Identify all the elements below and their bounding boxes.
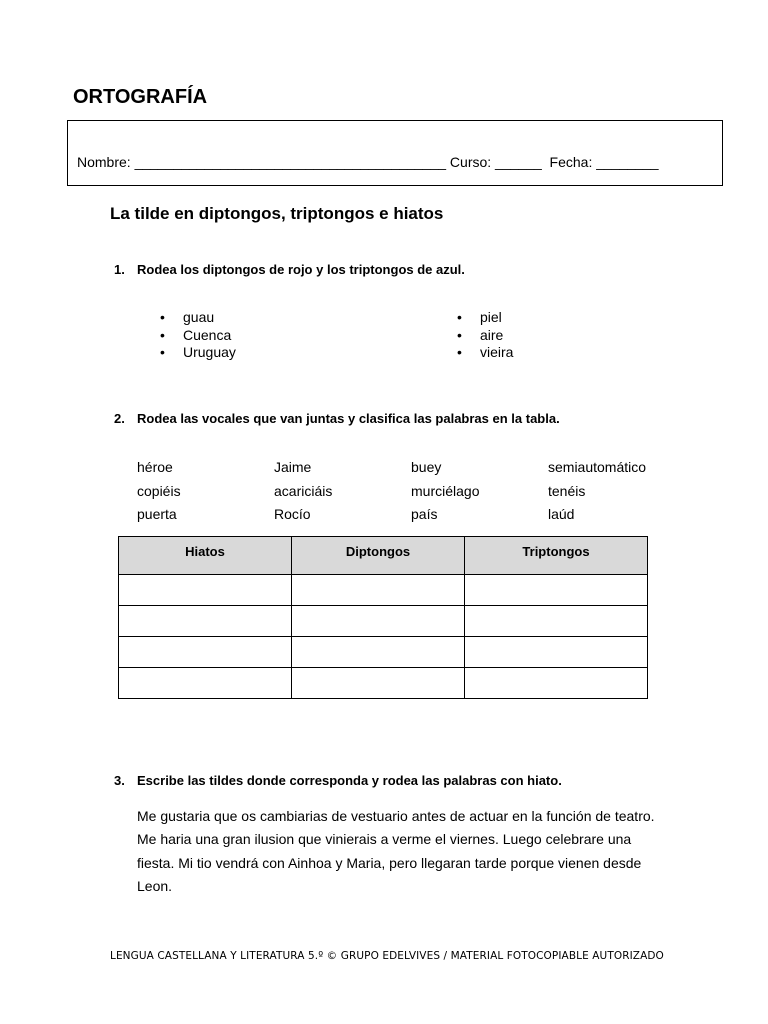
bullet-icon: • (160, 326, 165, 343)
name-blank[interactable]: ________________________________________ (134, 154, 447, 170)
exercise-3-instruction: Escribe las tildes donde corresponda y rodea las palabras con hiato. (137, 773, 562, 788)
table-cell[interactable] (292, 575, 465, 606)
table-cell[interactable] (119, 637, 292, 668)
table-cell[interactable] (119, 668, 292, 699)
bullet-icon: • (160, 309, 165, 325)
bullet-icon: • (160, 344, 165, 360)
column-header-hiatos: Hiatos (119, 537, 292, 575)
word-item: acariciáis (274, 483, 333, 499)
column-header-diptongos: Diptongos (292, 537, 465, 575)
bullet-icon: • (457, 344, 462, 360)
classification-table (118, 536, 648, 699)
word-item: héroe (137, 459, 173, 475)
bullet-icon: • (457, 309, 462, 325)
exercise-3-number: 3. (114, 773, 125, 788)
exercise-2-instruction: Rodea las vocales que van juntas y clasifica las palabras en la tabla. (137, 411, 560, 426)
word-item: país (411, 506, 438, 522)
exercise-1-number: 1. (114, 262, 125, 277)
table-cell[interactable] (465, 668, 648, 699)
word-item: Rocío (274, 506, 311, 522)
name-label: Nombre: (77, 154, 131, 170)
date-label: Fecha: (549, 154, 593, 170)
word-item: Jaime (274, 459, 312, 475)
table-cell[interactable] (465, 575, 648, 606)
page-title: ORTOGRAFÍA (73, 86, 208, 108)
exercise-1-right-list: • piel • aire • vieira (457, 309, 514, 360)
table-row (119, 637, 648, 668)
section-title: La tilde en diptongos, triptongos e hiatos (110, 204, 444, 223)
bullet-icon: • (457, 326, 462, 343)
table-row (119, 668, 648, 699)
date-blank[interactable]: ________ (596, 154, 659, 170)
table-row (119, 575, 648, 606)
word-item: tenéis (548, 483, 586, 499)
table-cell[interactable] (119, 606, 292, 637)
course-label: Curso: (449, 154, 492, 170)
column-header-triptongos: Triptongos (465, 537, 648, 575)
table-cell[interactable] (119, 575, 292, 606)
table-cell[interactable] (465, 606, 648, 637)
word-item: puerta (137, 506, 177, 522)
table-cell[interactable] (465, 637, 648, 668)
table-row (119, 606, 648, 637)
word-item: buey (411, 459, 442, 475)
exercise-1-instruction: Rodea los diptongos de rojo y los triptongos de azul. (137, 262, 465, 277)
word-item: laúd (548, 506, 575, 522)
footer: LENGUA CASTELLANA Y LITERATURA 5.º © GRUPO EDELVIVES / MATERIAL FOTOCOPIABLE AUTORIZADO (110, 950, 664, 962)
exercise-1-left-list: • guau • Cuenca • Uruguay (160, 309, 236, 360)
word-item: murciélago (411, 483, 480, 499)
exercise-3-paragraph: Me gustaria que os cambiarias de vestuario antes de actuar en la función de teatro. Me haria una gran ilusion que vinierais a verme el viernes. Luego celebrare una fiesta. Mi tio vendrá con Ainhoa y Maria, pero llegaran tarde porque vienen desde Leon. (137, 808, 655, 894)
table-cell[interactable] (292, 668, 465, 699)
table-header-row (119, 537, 648, 575)
course-blank[interactable]: ______ (495, 154, 542, 170)
table-cell[interactable] (292, 606, 465, 637)
word-item: semiautomático (548, 459, 647, 475)
exercise-2-number: 2. (114, 411, 125, 426)
word-item: copiéis (137, 483, 181, 499)
table-cell[interactable] (292, 637, 465, 668)
